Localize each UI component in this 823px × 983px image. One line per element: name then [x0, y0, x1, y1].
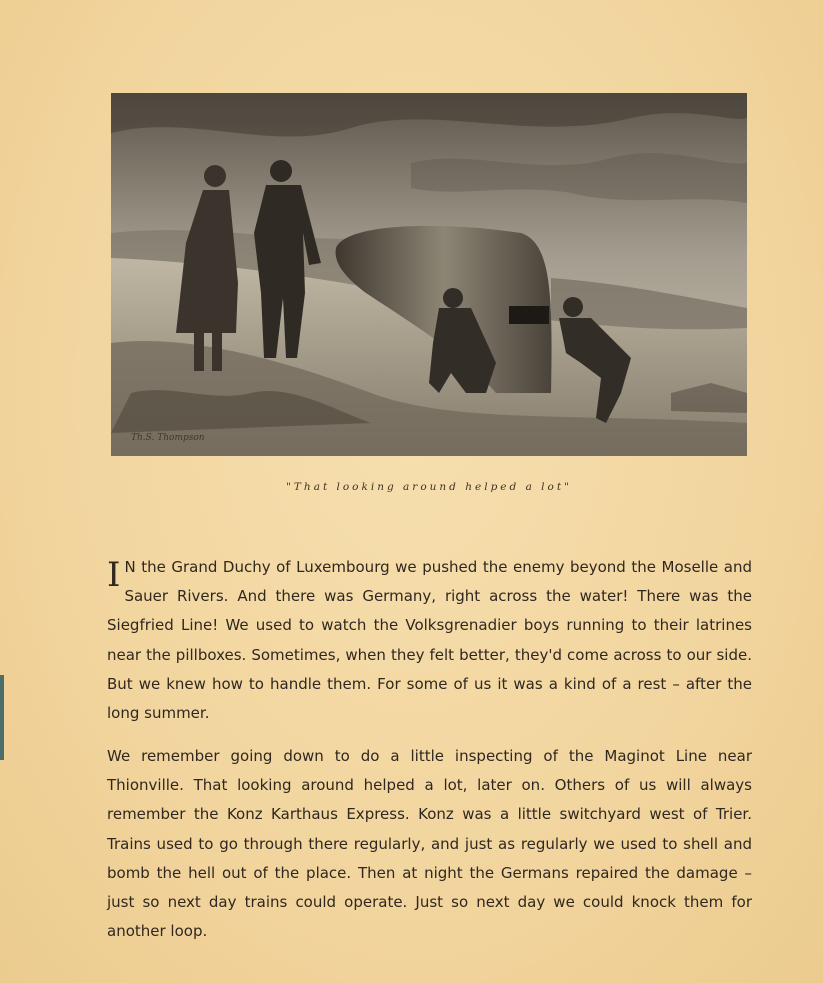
- artist-signature: Th.S. Thompson: [131, 433, 205, 443]
- paragraph-1: [107, 553, 752, 728]
- paragraph-1-text: N the Grand Duchy of Luxembourg we pushed the enemy beyond the Moselle and Sauer Rivers. And there was Germany, right across the water! There was the Siegfried Line! We used to watch the Volksgrenadier boys running to their latrines near the pillboxes. Sometimes, when they felt better, they'd come across to our side. But we knew how to handle them. For some of us it was a kind of a rest – after the long summer.: [107, 558, 752, 723]
- illustration: [111, 93, 747, 456]
- illustration-caption: "That looking around helped a lot": [286, 481, 572, 493]
- drop-cap: I: [107, 555, 121, 595]
- edge-mark: [0, 675, 4, 760]
- pillbox-sketch: [111, 93, 747, 456]
- paragraph-2: We remember going down to do a little inspecting of the Maginot Line near Thionville. That looking around helped a lot, later on. Others of us will always remember the Konz Karthaus Express. Konz was a little switchyard west of Trier. Trains used to go through there regularly, and just as regularly we used to shell and bomb the hell out of the place. Then at night the Germans repaired the damage – just so next day trains could operate. Just so next day we could knock them for another loop.: [107, 747, 752, 941]
